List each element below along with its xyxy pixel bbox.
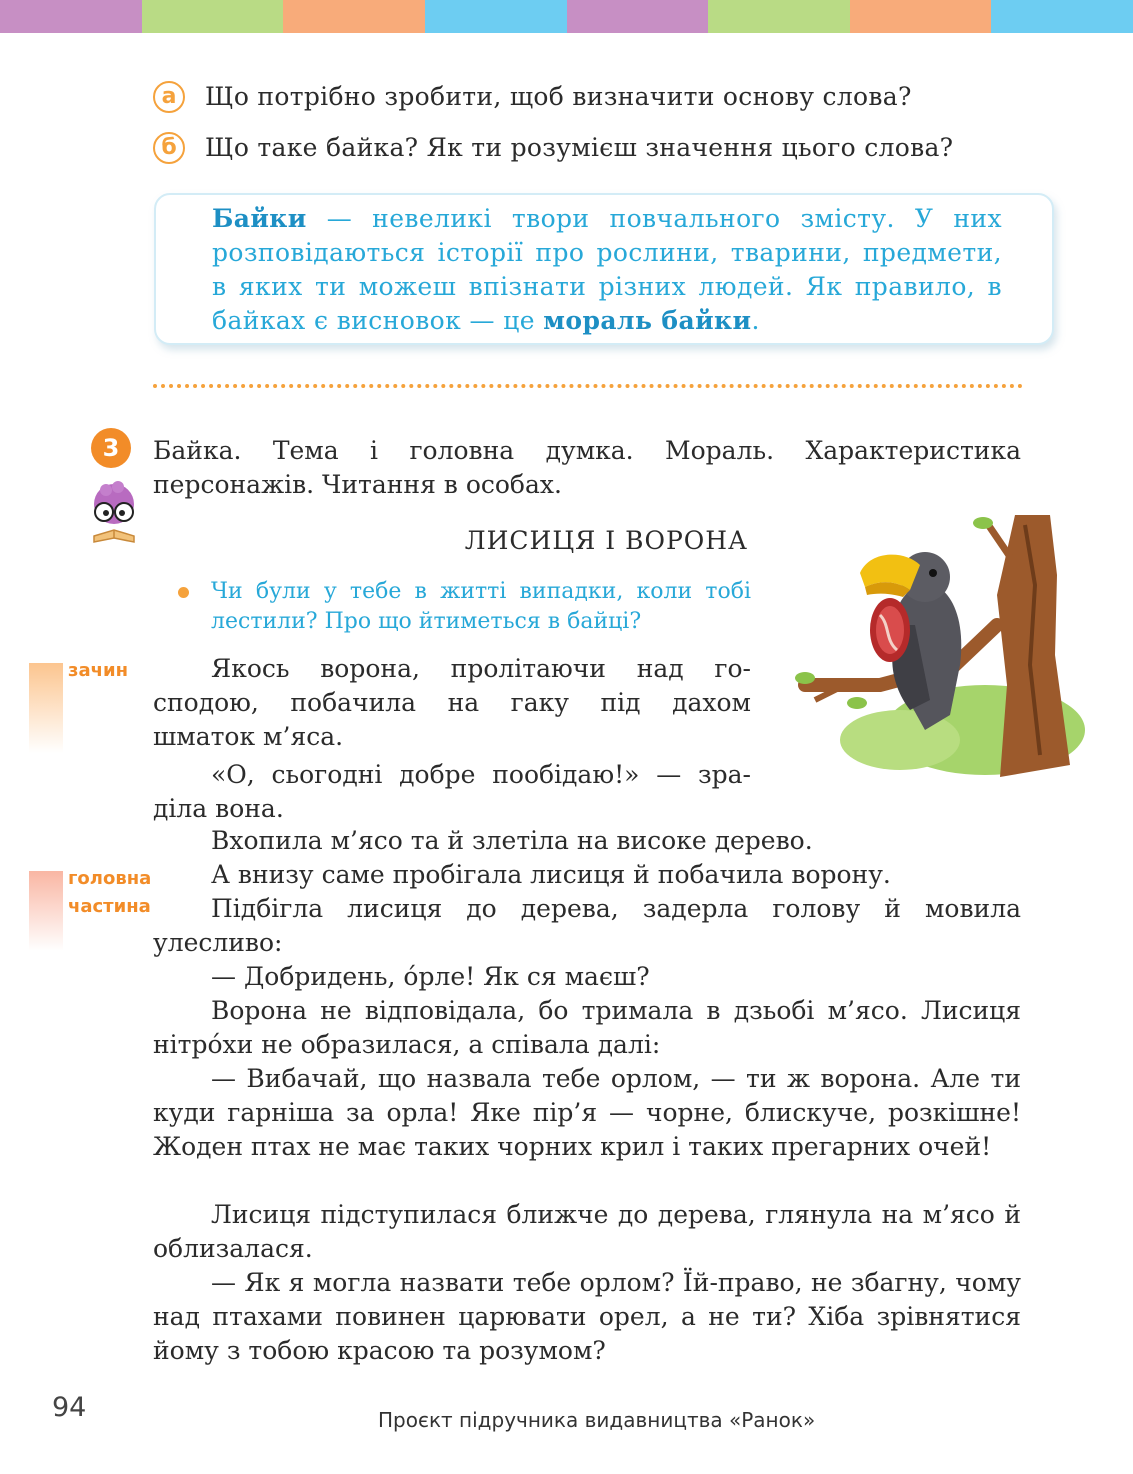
top-color-strip bbox=[0, 0, 1133, 33]
definition-highlight: мораль байки bbox=[543, 306, 752, 335]
page-number: 94 bbox=[52, 1392, 87, 1423]
top-strip-segment bbox=[425, 0, 567, 33]
story-paragraph-2 bbox=[153, 758, 751, 792]
definition-end: . bbox=[751, 306, 760, 335]
label-main-part-1: головна bbox=[68, 868, 152, 889]
top-strip-segment bbox=[567, 0, 709, 33]
bullet-icon bbox=[178, 587, 189, 598]
story-paragraph-2-cont bbox=[153, 792, 751, 826]
story-line: сподою, побачила на гаку під дахом bbox=[153, 688, 751, 717]
story-paragraph-7: Ворона не відповідала, бо тримала в дзьобі м’ясо. Лисиця нітро́хи не образилася, а співала далі: bbox=[153, 996, 1021, 1059]
question-a-text: Що потрібно зробити, щоб визначити основу слова? bbox=[205, 82, 912, 111]
story-line: шматок м’яса. bbox=[153, 722, 344, 751]
top-strip-segment bbox=[0, 0, 142, 33]
story-paragraph-8: — Вибачай, що назвала тебе орлом, — ти ж ворона. Але ти куди гарніша за орла! Яке пір’я — чорне, блискуче, розкішне! Жоден птах не має таких чорних крил і таких прегарних очей! bbox=[153, 1064, 1021, 1161]
pre-reading-question: Чи були у тебе в житті випадки, коли тобі лестили? Про що йтиметься в байці? bbox=[211, 579, 751, 634]
dotted-divider bbox=[153, 384, 1023, 392]
definition-body: — невеликі твори повчального змісту. У них розповідаються історії про рослини, тварини, предмети, в яких ти можеш впізнати різних людей. Як правило, в байках є висновок — це bbox=[212, 204, 1002, 335]
label-intro: зачин bbox=[68, 660, 129, 681]
definition-term: Байки bbox=[212, 204, 307, 233]
story-paragraph-5: Підбігла лисиця до дерева, задерла голову й мовила улесливо: bbox=[153, 894, 1021, 957]
story-paragraph-10: — Як я могла назвати тебе орлом? Їй-право, не збагну, чому над птахами повинен царювати орел, а не ти? Хіба зрівнятися йому з тобою красою та розумом? bbox=[153, 1268, 1021, 1365]
main-part-marker-bar bbox=[29, 871, 63, 951]
story-paragraph-1 bbox=[153, 652, 751, 686]
top-strip-segment bbox=[283, 0, 425, 33]
definition-box bbox=[154, 193, 1054, 345]
reading-mascot-icon bbox=[88, 480, 140, 550]
crow-on-tree-illustration bbox=[785, 515, 1087, 783]
story-paragraph-6: — Добридень, о́рле! Як ся маєш? bbox=[211, 962, 650, 991]
story-line: Якось ворона, пролітаючи над го- bbox=[211, 654, 751, 683]
task-heading: Байка. Тема і головна думка. Мораль. Характеристика персонажів. Читання в особах. bbox=[153, 436, 1021, 499]
publisher-footer: Проєкт підручника видавництва «Ранок» bbox=[378, 1408, 816, 1432]
story-paragraph-4: А внизу саме пробігала лисиця й побачила ворону. bbox=[211, 860, 891, 889]
top-strip-segment bbox=[850, 0, 992, 33]
story-title: ЛИСИЦЯ І ВОРОНА bbox=[464, 526, 748, 555]
question-badge-b: б bbox=[153, 132, 185, 164]
story-paragraph-3: Вхопила м’ясо та й злетіла на високе дерево. bbox=[211, 826, 813, 855]
intro-marker-bar bbox=[29, 663, 63, 753]
top-strip-segment bbox=[708, 0, 850, 33]
task-number-badge: 3 bbox=[91, 428, 131, 468]
story-line: діла вона. bbox=[153, 794, 284, 823]
top-strip-segment bbox=[991, 0, 1133, 33]
question-a bbox=[153, 80, 912, 114]
label-main-part-2: частина bbox=[68, 896, 151, 917]
top-strip-segment bbox=[142, 0, 284, 33]
story-line: «О, сьогодні добре пообідаю!» — зра- bbox=[211, 760, 751, 789]
definition-text bbox=[212, 202, 1002, 338]
question-badge-a: а bbox=[153, 81, 185, 113]
question-b-text: Що таке байка? Як ти розумієш значення цього слова? bbox=[205, 133, 954, 162]
question-b bbox=[153, 131, 953, 165]
story-paragraph-1-cont bbox=[153, 686, 751, 754]
story-paragraph-9: Лисиця підступилася ближче до дерева, глянула на м’ясо й облизалася. bbox=[153, 1200, 1021, 1263]
